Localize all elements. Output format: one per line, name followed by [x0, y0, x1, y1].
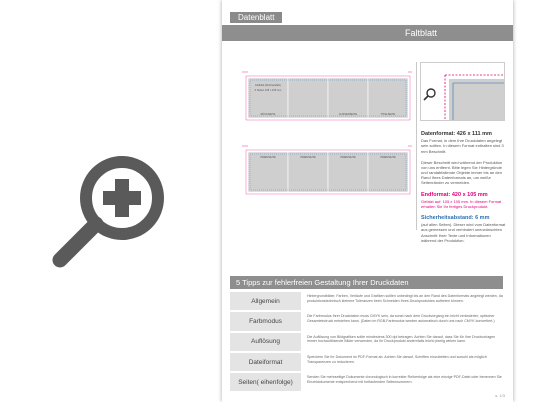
info-heading-sicherheitsabstand: Sicherheitsabstand: 6 mm: [421, 215, 490, 222]
tips-row: [230, 373, 503, 392]
info-datenformat: [421, 131, 507, 154]
panel-label-bottom-2: INNENSEITE: [300, 156, 316, 159]
zoom-magnifier-icon[interactable]: [50, 150, 170, 270]
column-divider: [416, 62, 417, 230]
tips-row-text: Die Farbmodus Ihrer Druckdaten muss CMYK sein, da sonst nach dem Druckvorgang ein leicht veränderter, optischer Gesamteindruck entstehen kann. (Daten im RGB-Farbmodus werden automatisch durch uns nach CMYK konvertiert.): [307, 314, 495, 324]
panel-label-top-3: TITELSEITE: [380, 113, 396, 116]
info-endformat: [421, 192, 507, 210]
tips-row-key: Auflösung: [230, 333, 301, 351]
info-text-datenformat: Das Format, in dem Ihre Druckdaten angelegt sein sollten. In diesem Format enthalten sind 3 mm Beschnitt.: [421, 138, 504, 154]
tips-title: 5 Tipps zur fehlerfreien Gestaltung Ihrer Druckdaten: [236, 278, 409, 287]
corner-detail: [420, 62, 505, 121]
info-text-sicherheitsabstand: (auf allen Seiten). Dieser wird vom Datenformat aus gemessen und verhindert unerwünschten Anschnitt Ihrer Texte und Informationen während der Produktion.: [421, 222, 506, 243]
info-heading-datenformat: Datenformat: 426 x 111 mm: [421, 131, 492, 137]
info-sicherheitsabstand: [421, 215, 507, 243]
tips-row: [230, 292, 503, 311]
tips-row-text: Senden Sie mehrseitige Dokumente chronologisch in korrekter Reihenfolge als eine einzige PDF-Datei oder benennen Sie Einzeldokumente entsprechend mit fortlaufenden Seitennummern.: [307, 375, 502, 385]
tips-row-text: Speichern Sie Ihr Dokument im PDF-Format ab. Achten Sie darauf, Schriften einzubetten und sowohl als möglich Transparenzen zu reduzieren.: [307, 354, 487, 364]
panel-label-bottom-3: INNENSEITE: [340, 156, 356, 159]
page-number: s. 1/3: [495, 393, 505, 398]
page-title: Faltblatt: [404, 28, 437, 38]
fold-diagram: [242, 62, 412, 202]
panel-label-bottom-1: INNENSEITE: [260, 156, 276, 159]
tips-row-key: Farbmodus: [230, 312, 301, 330]
tips-row-text: Hintergrundbilder, Farben, Verläufe und Grafiken sollten unbedingt bis an den Rand des Datenformats angelegt werden, da produktionstechnisch kleinere Toleranzen beim Schneiden Ihres Druckproduktes auftreten können.: [307, 294, 503, 303]
tips-row: [230, 312, 503, 331]
page-header: [222, 25, 513, 41]
info-heading-endformat: Endformat: 420 x 105 mm: [421, 191, 488, 198]
panel-label-top-1: RÜCKSEITE: [260, 113, 276, 116]
tips-row: [230, 333, 503, 352]
tips-table: [230, 292, 503, 393]
top-note-text: Faltblatt (Zickzackfalz): [255, 84, 281, 87]
info-text-endformat: Gefalzt auf: 105 x 105 mm. In diesem Format erhalten Sie Ihr fertiges Druckprodukt.: [421, 198, 502, 209]
datasheet-page[interactable]: [222, 0, 513, 402]
tips-row: [230, 353, 503, 372]
tips-header: [230, 276, 503, 289]
tips-row-text: Die Auflösung von Bildgrafiken sollte mindestens 300 dpi betragen. Achten Sie darauf, dass Sie für Ihre Druckvorlagen immer hochauflösende Bilder verwenden, da Ihr Druckprodukt andernfalls leicht pixelig wirken kann.: [307, 334, 496, 344]
panel-label-bottom-4: INNENSEITE: [380, 156, 396, 159]
datasheet-tab: Datenblatt: [230, 12, 282, 23]
info-beschnitt: [421, 160, 507, 186]
tips-row-key: Allgemein: [230, 292, 301, 310]
format-info: [421, 125, 507, 243]
panel-label-top-2: AUSSENSEITE: [338, 113, 358, 116]
tips-row-key: Seiten( eihenfolge): [230, 373, 301, 391]
svg-text:6 Seiten 105 x 105 mm: 6 Seiten 105 x 105 mm: [254, 89, 282, 92]
info-text-beschnitt: Dieser Beschnitt wird während der Produktion von uns entfernt. Bitte legen Sie Hintergründe und randabfallende Objekte immer bis an den Rand Ihres Datenformats an, um weiße Seitenränder zu vermeiden.: [421, 159, 503, 186]
tips-row-key: Dateiformat: [230, 353, 301, 371]
